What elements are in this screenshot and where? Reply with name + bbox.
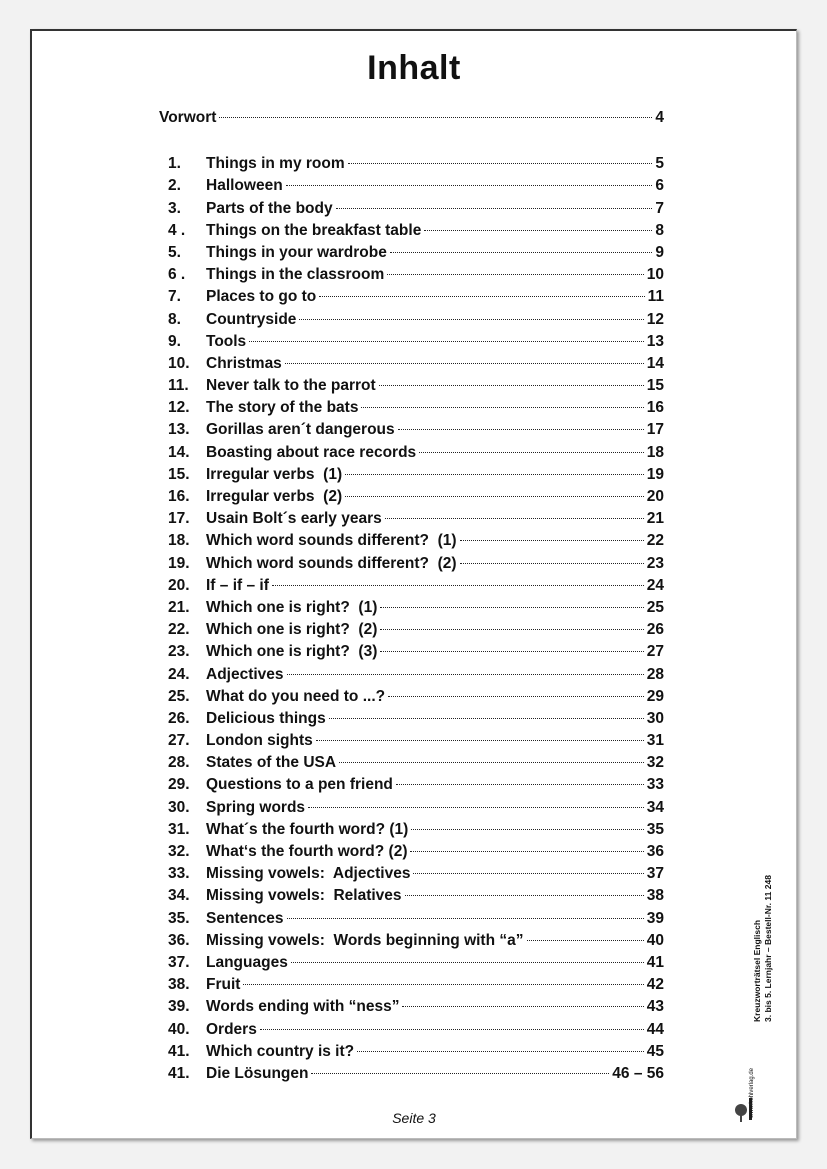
toc-entry xyxy=(159,442,664,464)
toc-page: 37 xyxy=(646,865,664,883)
toc-number: 40. xyxy=(168,1020,190,1038)
toc-entry xyxy=(159,774,664,796)
toc-label: Boasting about race records xyxy=(206,443,417,461)
toc-label: Halloween xyxy=(206,177,283,195)
toc-entry xyxy=(159,664,664,686)
toc-entry xyxy=(159,153,664,175)
toc-entry xyxy=(159,575,664,597)
dot-leader xyxy=(299,319,643,320)
toc-label: Which word sounds different? (2) xyxy=(206,554,457,572)
toc-page: 27 xyxy=(646,643,664,661)
toc-page: 29 xyxy=(646,687,664,705)
toc-entry xyxy=(159,353,664,375)
toc-page: 13 xyxy=(646,332,664,350)
toc-number: 41. xyxy=(168,1064,190,1082)
toc-page: 8 xyxy=(655,221,664,239)
toc-label: Irregular verbs (1) xyxy=(206,465,343,483)
toc-label: Languages xyxy=(206,953,288,971)
toc-label: Which one is right? (2) xyxy=(206,621,378,639)
toc-entry xyxy=(159,952,664,974)
toc-entry xyxy=(159,286,664,308)
toc-number: 17. xyxy=(168,510,190,528)
toc-number: 18. xyxy=(168,532,190,550)
toc-label: Which one is right? (1) xyxy=(206,598,378,616)
dot-leader xyxy=(388,696,644,697)
dot-leader xyxy=(286,185,653,186)
toc-entry xyxy=(159,264,664,286)
toc-entry xyxy=(159,242,664,264)
toc-label: States of the USA xyxy=(206,754,337,772)
toc-number: 5. xyxy=(168,243,181,261)
toc-label: Things in my room xyxy=(206,155,345,173)
toc-number: 10. xyxy=(168,354,190,372)
dot-leader xyxy=(243,984,643,985)
toc-preface-row xyxy=(159,107,664,129)
toc-page: 39 xyxy=(646,909,664,927)
dot-leader xyxy=(411,829,643,830)
table-of-contents xyxy=(159,107,664,1085)
toc-entry xyxy=(159,752,664,774)
toc-label: Die Lösungen xyxy=(206,1064,309,1082)
toc-number: 28. xyxy=(168,754,190,772)
toc-entries xyxy=(159,153,664,1085)
dot-leader xyxy=(424,230,652,231)
dot-leader xyxy=(379,385,644,386)
toc-entry xyxy=(159,1063,664,1085)
dot-leader xyxy=(357,1051,644,1052)
toc-page: 23 xyxy=(646,554,664,572)
toc-entry xyxy=(159,419,664,441)
toc-label: Which one is right? (3) xyxy=(206,643,378,661)
toc-page: 25 xyxy=(646,598,664,616)
toc-number: 13. xyxy=(168,421,190,439)
toc-number: 19. xyxy=(168,554,190,572)
toc-page: 10 xyxy=(646,266,664,284)
toc-page: 28 xyxy=(646,665,664,683)
toc-page: 34 xyxy=(646,798,664,816)
toc-number: 23. xyxy=(168,643,190,661)
toc-page: 30 xyxy=(646,709,664,727)
toc-page: 12 xyxy=(646,310,664,328)
toc-number: 41. xyxy=(168,1042,190,1060)
toc-number: 6 . xyxy=(168,266,186,284)
toc-page: 7 xyxy=(655,199,664,217)
toc-label: What´s the fourth word? (1) xyxy=(206,820,409,838)
toc-page: 5 xyxy=(655,155,664,173)
toc-page: 24 xyxy=(646,576,664,594)
dot-leader xyxy=(319,296,644,297)
toc-page: 41 xyxy=(646,953,664,971)
toc-entry xyxy=(159,841,664,863)
dot-leader xyxy=(336,208,653,209)
toc-entry xyxy=(159,641,664,663)
dot-leader xyxy=(361,407,643,408)
toc-label: Which country is it? xyxy=(206,1042,355,1060)
toc-page: 21 xyxy=(646,510,664,528)
toc-page: 36 xyxy=(646,843,664,860)
toc-label: If – if – if xyxy=(206,576,269,594)
toc-number: 22. xyxy=(168,621,190,639)
publisher-url: www.kohlverlag.de xyxy=(749,1067,755,1118)
toc-page: 17 xyxy=(646,421,664,439)
dot-leader xyxy=(249,341,644,342)
toc-number: 35. xyxy=(168,909,190,927)
toc-entry xyxy=(159,309,664,331)
toc-number: 24. xyxy=(168,665,190,683)
toc-entry xyxy=(159,686,664,708)
toc-label: Orders xyxy=(206,1020,257,1038)
toc-number: 38. xyxy=(168,976,190,994)
toc-number: 20. xyxy=(168,576,190,594)
toc-label: Irregular verbs (2) xyxy=(206,488,343,505)
toc-entry xyxy=(159,908,664,930)
toc-page: 43 xyxy=(646,998,664,1016)
toc-entry xyxy=(159,397,664,419)
toc-number: 14. xyxy=(168,443,190,461)
toc-label: Tools xyxy=(206,332,247,350)
toc-entry xyxy=(159,198,664,220)
toc-label: Things on the breakfast table xyxy=(206,221,422,239)
toc-entry xyxy=(159,730,664,752)
toc-entry xyxy=(159,530,664,552)
side-note-line2: 3. bis 5. Lernjahr – Bestell-Nr. 11 248 xyxy=(763,875,773,1022)
toc-number: 8. xyxy=(168,310,181,328)
toc-page: 22 xyxy=(646,532,664,550)
toc-label: Vorwort xyxy=(159,109,217,126)
side-publication-note xyxy=(752,875,774,1022)
dot-leader xyxy=(380,629,643,630)
toc-page: 18 xyxy=(646,443,664,461)
toc-entry xyxy=(159,885,664,907)
toc-label: Words ending with “ness” xyxy=(206,998,400,1016)
toc-label: Questions to a pen friend xyxy=(206,776,393,794)
dot-leader xyxy=(398,429,644,430)
toc-entry xyxy=(159,974,664,996)
toc-number: 29. xyxy=(168,776,190,794)
toc-page: 42 xyxy=(646,976,664,994)
dot-leader xyxy=(329,718,644,719)
toc-number: 15. xyxy=(168,465,190,483)
toc-label: Never talk to the parrot xyxy=(206,377,376,395)
toc-page: 16 xyxy=(646,399,664,417)
toc-entry xyxy=(159,930,664,952)
toc-number: 9. xyxy=(168,332,181,350)
toc-number: 3. xyxy=(168,199,181,217)
toc-number: 31. xyxy=(168,820,190,838)
toc-number: 7. xyxy=(168,288,181,306)
toc-number: 16. xyxy=(168,488,190,505)
toc-label: Spring words xyxy=(206,798,306,816)
toc-number: 33. xyxy=(168,865,190,883)
toc-number: 2. xyxy=(168,177,181,195)
toc-number: 34. xyxy=(168,887,190,905)
dot-leader xyxy=(339,762,644,763)
toc-page: 20 xyxy=(646,488,664,505)
side-note-line1: Kreuzworträtsel Englisch xyxy=(752,919,762,1022)
toc-label: Countryside xyxy=(206,310,297,328)
toc-number: 4 . xyxy=(168,221,186,239)
toc-page: 40 xyxy=(646,931,664,949)
toc-entry xyxy=(159,331,664,353)
dot-leader xyxy=(287,918,644,919)
dot-leader xyxy=(348,163,653,164)
dot-leader xyxy=(380,607,643,608)
dot-leader xyxy=(260,1029,644,1030)
toc-number: 12. xyxy=(168,399,190,417)
toc-page: 6 xyxy=(655,177,664,195)
dot-leader xyxy=(460,540,644,541)
toc-entry xyxy=(159,996,664,1018)
toc-entry xyxy=(159,597,664,619)
toc-label: Delicious things xyxy=(206,709,326,727)
toc-page: 46 – 56 xyxy=(612,1064,664,1082)
toc-page: 26 xyxy=(646,621,664,639)
toc-label: Christmas xyxy=(206,354,282,372)
toc-label: Usain Bolt´s early years xyxy=(206,510,382,528)
toc-label: Places to go to xyxy=(206,288,317,306)
dot-leader xyxy=(385,518,644,519)
toc-page: 15 xyxy=(646,377,664,395)
toc-page: 32 xyxy=(646,754,664,772)
toc-entry xyxy=(159,863,664,885)
toc-entry xyxy=(159,708,664,730)
toc-entry xyxy=(159,375,664,397)
toc-entry xyxy=(159,508,664,530)
toc-label: Missing vowels: Adjectives xyxy=(206,865,411,883)
toc-page: 38 xyxy=(646,887,664,905)
toc-entry xyxy=(159,464,664,486)
toc-page: 35 xyxy=(646,820,664,838)
toc-label: The story of the bats xyxy=(206,399,359,417)
toc-label: Which word sounds different? (1) xyxy=(206,532,457,550)
dot-leader xyxy=(410,851,643,852)
dot-leader xyxy=(219,117,652,118)
toc-number: 36. xyxy=(168,931,190,949)
toc-label: Sentences xyxy=(206,909,284,927)
toc-entry xyxy=(159,1019,664,1041)
toc-label: Gorillas aren´t dangerous xyxy=(206,421,395,439)
toc-label: Missing vowels: Relatives xyxy=(206,887,402,905)
toc-page: 4 xyxy=(655,109,664,126)
toc-page: 19 xyxy=(646,465,664,483)
toc-label: Adjectives xyxy=(206,665,284,683)
dot-leader xyxy=(316,740,644,741)
toc-entry xyxy=(159,220,664,242)
toc-label: Things in your wardrobe xyxy=(206,243,387,261)
document-page xyxy=(30,29,797,1139)
toc-entry xyxy=(159,1041,664,1063)
dot-leader xyxy=(287,674,644,675)
toc-number: 30. xyxy=(168,798,190,816)
dot-leader xyxy=(272,585,644,586)
toc-number: 37. xyxy=(168,953,190,971)
dot-leader xyxy=(285,363,644,364)
dot-leader xyxy=(291,962,644,963)
dot-leader xyxy=(308,807,644,808)
toc-label: Parts of the body xyxy=(206,199,333,217)
toc-entry xyxy=(159,553,664,575)
toc-entry xyxy=(159,797,664,819)
toc-number: 1. xyxy=(168,155,181,173)
toc-page: 11 xyxy=(647,288,664,306)
dot-leader xyxy=(419,452,644,453)
dot-leader xyxy=(460,563,644,564)
dot-leader xyxy=(413,873,643,874)
dot-leader xyxy=(390,252,653,253)
toc-page: 44 xyxy=(646,1020,664,1038)
dot-leader xyxy=(387,274,643,275)
toc-number: 25. xyxy=(168,687,190,705)
toc-number: 21. xyxy=(168,598,190,616)
toc-label: What‘s the fourth word? (2) xyxy=(206,843,408,860)
toc-entry xyxy=(159,486,664,508)
toc-page: 9 xyxy=(655,243,664,261)
dot-leader xyxy=(527,940,644,941)
page-footer: Seite 3 xyxy=(392,1110,436,1126)
toc-number: 39. xyxy=(168,998,190,1016)
toc-page: 33 xyxy=(646,776,664,794)
dot-leader xyxy=(402,1006,643,1007)
toc-number: 27. xyxy=(168,732,190,750)
page-title: Inhalt xyxy=(367,49,461,87)
toc-entry xyxy=(159,819,664,841)
toc-number: 11. xyxy=(168,377,189,395)
toc-number: 32. xyxy=(168,843,190,860)
toc-label: Fruit xyxy=(206,976,241,994)
toc-label: London sights xyxy=(206,732,313,750)
dot-leader xyxy=(380,651,643,652)
toc-label: What do you need to ...? xyxy=(206,687,386,705)
dot-leader xyxy=(345,496,644,497)
dot-leader xyxy=(345,474,644,475)
toc-entry xyxy=(159,619,664,641)
toc-page: 14 xyxy=(646,354,664,372)
dot-leader xyxy=(396,784,644,785)
toc-entry xyxy=(159,175,664,197)
dot-leader xyxy=(311,1073,609,1074)
toc-page: 31 xyxy=(646,732,664,750)
toc-number: 26. xyxy=(168,709,190,727)
toc-label: Things in the classroom xyxy=(206,266,385,284)
dot-leader xyxy=(405,895,644,896)
toc-label: Missing vowels: Words beginning with “a” xyxy=(206,931,524,949)
toc-page: 45 xyxy=(646,1042,664,1060)
